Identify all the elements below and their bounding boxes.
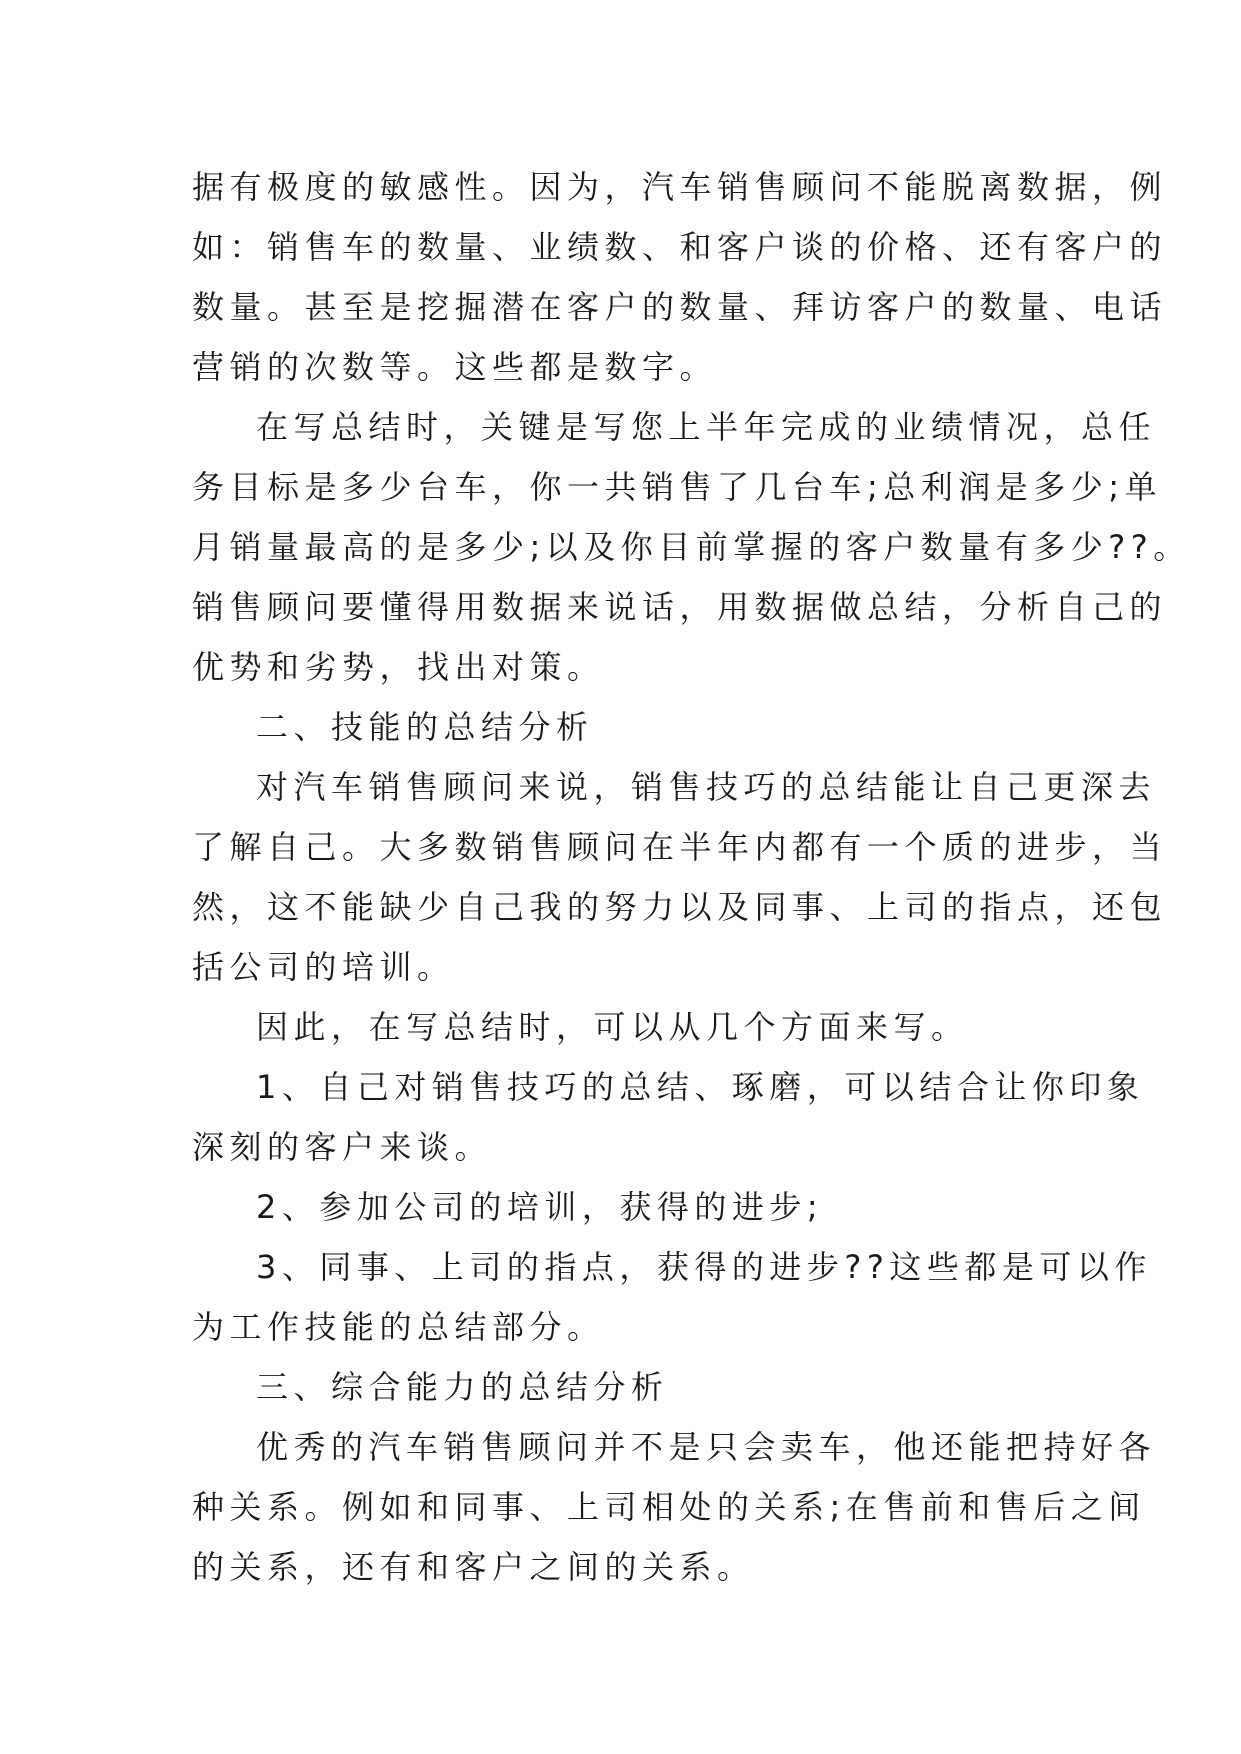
body-line-15: 因此，在写总结时，可以从几个方面来写。 <box>256 1008 969 1046</box>
list-item-1: 1、自己对销售技巧的总结、琢磨，可以结合让你印象 <box>256 1068 1145 1106</box>
body-line-11: 对汽车销售顾问来说，销售技巧的总结能让自己更深去 <box>256 768 1157 806</box>
body-line-5: 在写总结时，关键是写您上半年完成的业绩情况，总任 <box>256 408 1157 446</box>
body-line-6: 务目标是多少台车，你一共销售了几台车;总利润是多少;单 <box>192 468 1163 506</box>
body-line-12: 了解自己。大多数销售顾问在半年内都有一个质的进步，当 <box>192 828 1168 866</box>
document-body <box>192 157 1191 1597</box>
section-heading-skills: 二、技能的总结分析 <box>256 708 594 746</box>
body-line-23: 种关系。例如和同事、上司相处的关系;在售前和售后之间 <box>192 1488 1146 1526</box>
body-line-7: 月销量最高的是多少;以及你目前掌握的客户数量有多少??。 <box>192 528 1191 566</box>
list-item-3-continued: 为工作技能的总结部分。 <box>192 1308 605 1346</box>
list-item-2: 2、参加公司的培训，获得的进步; <box>256 1188 824 1226</box>
section-heading-abilities: 三、综合能力的总结分析 <box>256 1368 669 1406</box>
body-line-9: 优势和劣势，找出对策。 <box>192 648 605 686</box>
body-line-1: 据有极度的敏感性。因为，汽车销售顾问不能脱离数据，例 <box>192 168 1168 206</box>
body-line-2: 如：销售车的数量、业绩数、和客户谈的价格、还有客户的 <box>192 228 1168 266</box>
list-item-1-continued: 深刻的客户来谈。 <box>192 1128 493 1166</box>
body-line-24: 的关系，还有和客户之间的关系。 <box>192 1548 755 1586</box>
body-line-8: 销售顾问要懂得用数据来说话，用数据做总结，分析自己的 <box>192 588 1168 626</box>
body-line-13: 然，这不能缺少自己我的努力以及同事、上司的指点，还包 <box>192 888 1168 926</box>
body-line-14: 括公司的培训。 <box>192 948 455 986</box>
body-line-4: 营销的次数等。这些都是数字。 <box>192 348 718 386</box>
body-line-3: 数量。甚至是挖掘潜在客户的数量、拜访客户的数量、电话 <box>192 288 1168 326</box>
body-line-22: 优秀的汽车销售顾问并不是只会卖车，他还能把持好各 <box>256 1428 1157 1466</box>
list-item-3: 3、同事、上司的指点，获得的进步??这些都是可以作 <box>256 1248 1152 1286</box>
